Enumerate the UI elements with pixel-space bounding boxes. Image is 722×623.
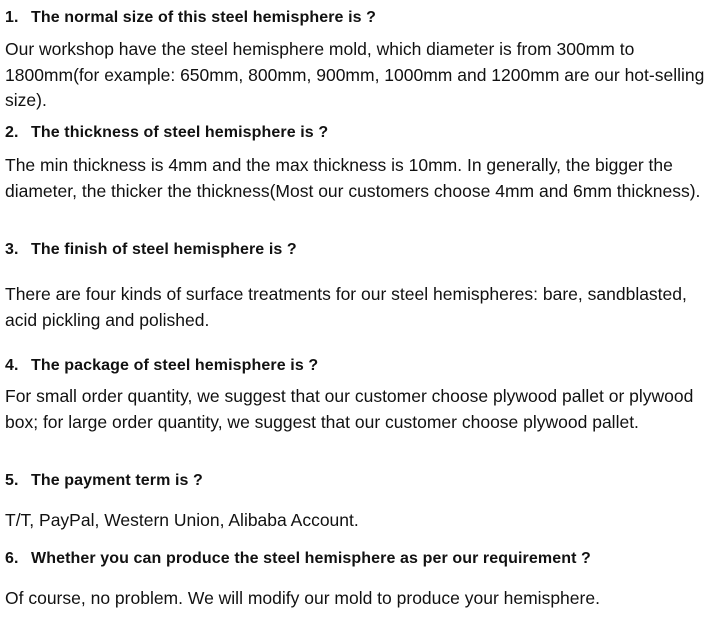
faq-answer-2: The min thickness is 4mm and the max thickness is 10mm. In generally, the bigger the diameter, the thicker the thickness(Most our customers choose 4mm and 6mm thickness). (5, 155, 701, 201)
question-number: 1. (5, 9, 19, 26)
question-number: 2. (5, 124, 19, 141)
question-number: 5. (5, 472, 19, 489)
faq-question-4 (5, 355, 318, 377)
faq-answer-4: For small order quantity, we suggest that our customer choose plywood pallet or plywood box; for large order quantity, we suggest that our customer choose plywood pallet. (5, 386, 694, 432)
faq-question-2 (5, 122, 328, 144)
question-text: Whether you can produce the steel hemisphere as per our requirement ? (31, 550, 591, 567)
faq-answer-6: Of course, no problem. We will modify our mold to produce your hemisphere. (5, 588, 600, 608)
question-text: The thickness of steel hemisphere is ? (31, 124, 329, 141)
faq-answer-5: T/T, PayPal, Western Union, Alibaba Account. (5, 510, 359, 530)
faq-question-1 (5, 7, 376, 29)
faq-answer-1: Our workshop have the steel hemisphere mold, which diameter is from 300mm to 1800mm(for example: 650mm, 800mm, 900mm, 1000mm and 1200mm are our hot-selling size). (5, 39, 705, 110)
faq-question-5 (5, 470, 203, 492)
question-text: The package of steel hemisphere is ? (31, 357, 319, 374)
question-text: The payment term is ? (31, 472, 203, 489)
question-text: The finish of steel hemisphere is ? (31, 241, 297, 258)
question-number: 4. (5, 357, 19, 374)
faq-question-6 (5, 548, 591, 570)
question-text: The normal size of this steel hemisphere is ? (31, 9, 377, 26)
question-number: 3. (5, 241, 19, 258)
question-number: 6. (5, 550, 19, 567)
faq-answer-3: There are four kinds of surface treatments for our steel hemispheres: bare, sandblasted, acid pickling and polished. (5, 284, 687, 330)
faq-question-3 (5, 239, 297, 261)
